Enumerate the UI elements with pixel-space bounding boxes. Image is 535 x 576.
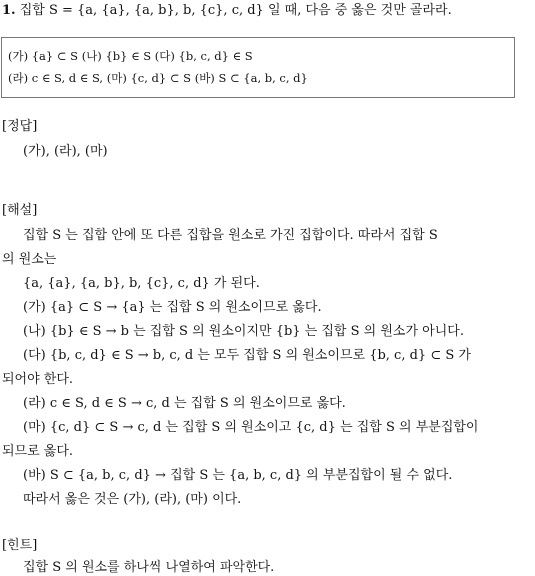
question-text: 집합 S = {a, {a}, {a, b}, b, {c}, c, d} 일 때, 다음 중 옳은 것만 골라라. xyxy=(19,3,452,18)
answer-text: (가), (라), (마) xyxy=(23,144,108,159)
explanation-line-8: (라) c ∈ S, d ∈ S → c, d 는 집합 S 의 원소이므로 옳다. xyxy=(23,396,346,411)
explanation-line-10: 되므로 옳다. xyxy=(2,444,74,459)
explanation-line-11: (바) S ⊂ {a, b, c, d} → 집합 S 는 {a, b, c, d} 의 부분집합이 될 수 없다. xyxy=(23,468,453,483)
answer-label: [정답] xyxy=(2,119,38,134)
explanation-line-12: 따라서 옳은 것은 (가), (라), (마) 이다. xyxy=(23,492,242,507)
explanation-line-6: (다) {b, c, d} ∈ S → b, c, d 는 모두 집합 S 의 원소이므로 {b, c, d} ⊂ S 가 xyxy=(23,348,471,363)
hint-text: 집합 S 의 원소를 하나씩 나열하여 파악한다. xyxy=(23,560,275,575)
explanation-line-1: 집합 S 는 집합 안에 또 다른 집합을 원소로 가진 집합이다. 따라서 집합 S xyxy=(23,228,438,243)
explanation-line-3: {a, {a}, {a, b}, b, {c}, c, d} 가 된다. xyxy=(23,276,260,291)
choices-row-2: (라) c ∈ S, d ∈ S, (마) {c, d} ⊂ S (바) S ⊂ {a, b, c, d} xyxy=(8,71,308,85)
explanation-line-2: 의 원소는 xyxy=(2,252,57,267)
choices-row-1: (가) {a} ⊂ S (나) {b} ∈ S (다) {b, c, d} ∈ S xyxy=(8,49,253,63)
explanation-label: [해설] xyxy=(2,203,38,218)
explanation-line-4: (가) {a} ⊂ S → {a} 는 집합 S 의 원소이므로 옳다. xyxy=(23,300,322,315)
explanation-line-7: 되어야 한다. xyxy=(2,372,74,387)
explanation-line-9: (마) {c, d} ⊂ S → c, d 는 집합 S 의 원소이고 {c, d} 는 집합 S 의 부분집합이 xyxy=(23,420,479,435)
question xyxy=(2,3,452,19)
choices-box xyxy=(1,37,515,98)
question-number: 1. xyxy=(2,3,16,18)
explanation-line-5: (나) {b} ∈ S → b 는 집합 S 의 원소이지만 {b} 는 집합 S 의 원소가 아니다. xyxy=(23,324,464,339)
hint-label: [힌트] xyxy=(2,538,38,553)
